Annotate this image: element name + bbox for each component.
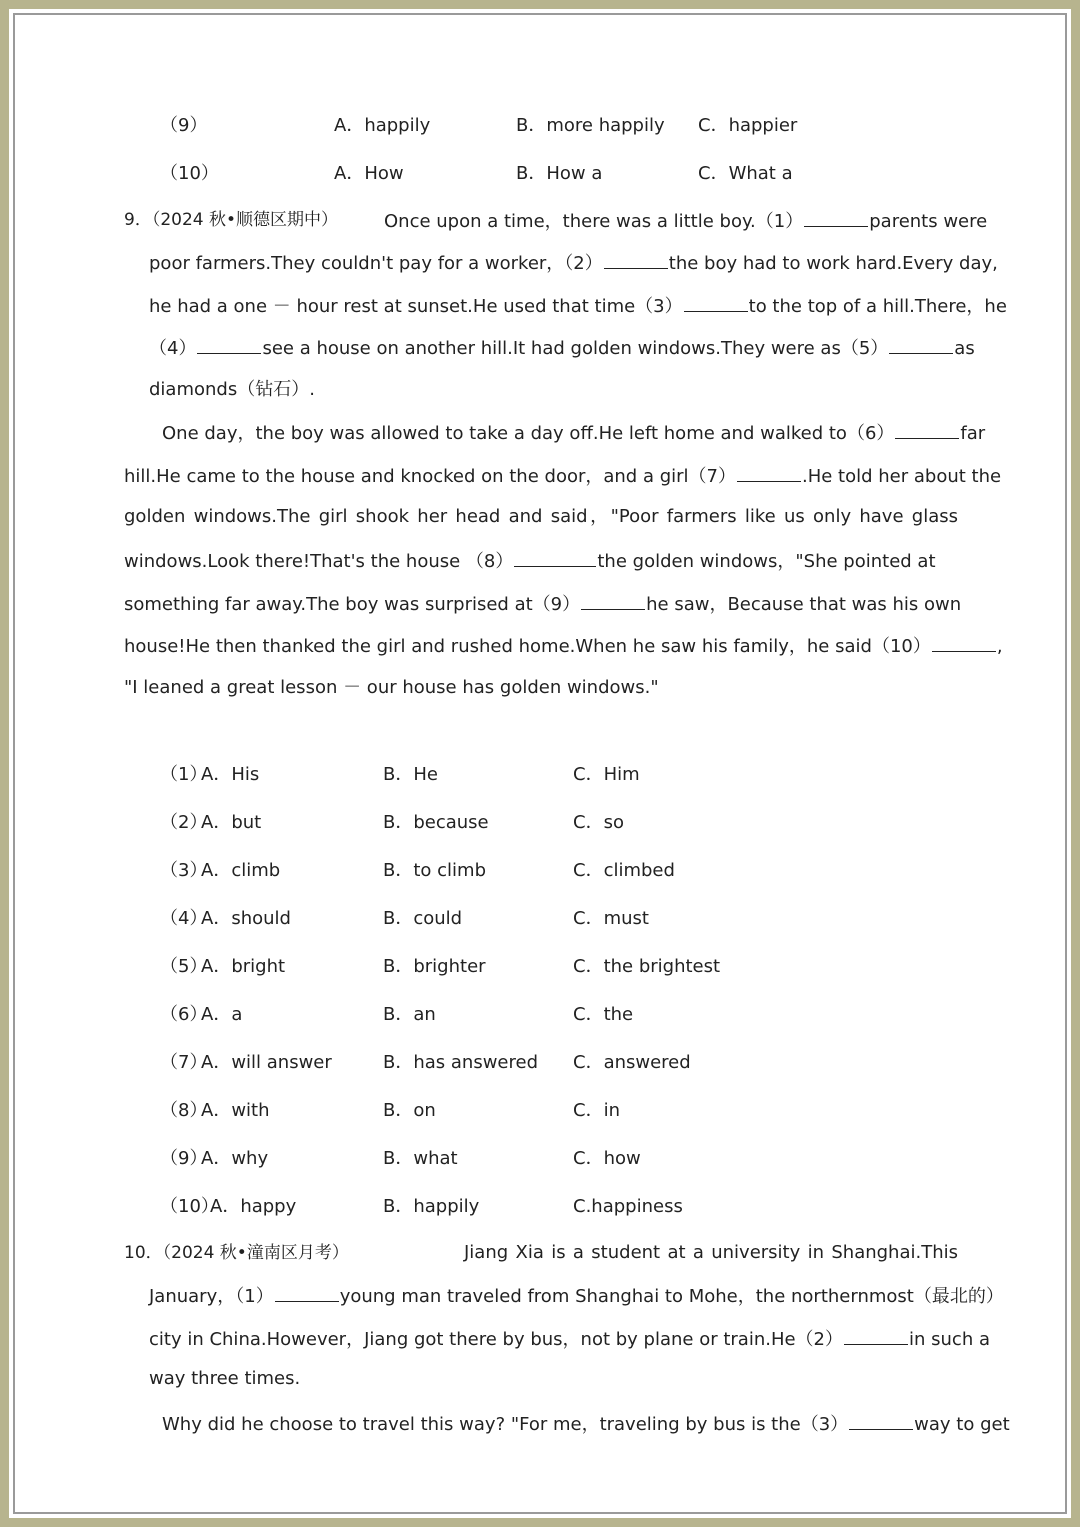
option-b: B．happily — [383, 1196, 480, 1217]
option-number: （8） — [160, 1100, 208, 1121]
option-number: （1） — [160, 764, 208, 785]
option-a: A．should — [201, 908, 291, 929]
answer-blank[interactable] — [737, 463, 801, 482]
option-number: （2） — [160, 812, 208, 833]
answer-blank[interactable] — [844, 1326, 908, 1345]
option-number: （10） — [160, 163, 219, 184]
q10-header: 10．（2024 秋•潼南区月考） — [124, 1243, 349, 1263]
option-a: A．happily — [334, 115, 431, 136]
q9-p2-line-4: windows.Look there!That's the house （8） the golden windows，"She pointed at — [124, 548, 936, 574]
q9-p2-line-6: house!He then thanked the girl and rushed home.When he saw his family，he said（10） , — [124, 633, 1003, 659]
option-number: （9） — [160, 115, 208, 136]
option-b: B．more happily — [516, 115, 665, 136]
answer-blank[interactable] — [604, 250, 668, 269]
q9-p2-line-5: something far away.The boy was surprised at（9） he saw，Because that was his own — [124, 591, 961, 617]
option-a: A．with — [201, 1100, 270, 1121]
option-a: A．climb — [201, 860, 281, 881]
option-a: A．His — [201, 764, 260, 785]
option-number: （6） — [160, 1004, 208, 1025]
q9-p2-line-2: hill.He came to the house and knocked on the door，and a girl（7） .He told her about the — [124, 463, 1001, 489]
answer-blank[interactable] — [932, 633, 996, 652]
answer-blank[interactable] — [889, 335, 953, 354]
option-b: B．could — [383, 908, 463, 929]
answer-blank[interactable] — [895, 420, 959, 439]
option-number: （7） — [160, 1052, 208, 1073]
option-b: B．to climb — [383, 860, 486, 881]
q9-line-2: poor farmers.They couldn't pay for a worker，（2） the boy had to work hard.Every day, — [149, 250, 965, 276]
option-c: C．the brightest — [573, 956, 721, 977]
q9-line-3: he had a one － hour rest at sunset.He used that time（3） to the top of a hill.There，he — [149, 293, 958, 319]
q9-p2-line-3: golden windows.The girl shook her head and said，"Poor farmers like us only have glass — [124, 506, 958, 527]
option-c: C．so — [573, 812, 624, 833]
option-a: A．will answer — [201, 1052, 332, 1073]
option-c: C.happiness — [573, 1196, 683, 1217]
q9-line-1: Once upon a time，there was a little boy.（1） parents were — [384, 208, 958, 234]
option-a: A．why — [201, 1148, 269, 1169]
option-b: B．because — [383, 812, 489, 833]
q10-line-2: January，（1） young man traveled from Shanghai to Mohe，the northernmost（最北的） — [149, 1283, 1004, 1309]
q9-header: 9．（2024 秋•顺德区期中） — [124, 210, 339, 230]
option-a: A．How — [334, 163, 404, 184]
option-c: C．must — [573, 908, 649, 929]
answer-blank[interactable] — [849, 1411, 913, 1430]
option-c: C．happier — [698, 115, 798, 136]
answer-blank[interactable] — [514, 548, 596, 567]
answer-blank[interactable] — [197, 335, 261, 354]
option-a: A．happy — [210, 1196, 297, 1217]
option-c: C．in — [573, 1100, 620, 1121]
answer-blank[interactable] — [275, 1283, 339, 1302]
option-number: （4） — [160, 908, 208, 929]
answer-blank[interactable] — [581, 591, 645, 610]
q10-line-1: Jiang Xia is a student at a university in Shanghai.This — [464, 1242, 958, 1263]
q9-p2-line-7: "I leaned a great lesson － our house has golden windows." — [124, 677, 659, 698]
option-b: B．what — [383, 1148, 458, 1169]
option-c: C．answered — [573, 1052, 691, 1073]
option-b: B．How a — [516, 163, 603, 184]
option-b: B．on — [383, 1100, 436, 1121]
option-number: （10） — [160, 1196, 219, 1217]
option-c: C．What a — [698, 163, 793, 184]
answer-blank[interactable] — [804, 208, 868, 227]
option-a: A．but — [201, 812, 262, 833]
option-number: （3） — [160, 860, 208, 881]
option-b: B．brighter — [383, 956, 486, 977]
q9-p2-line-1: One day，the boy was allowed to take a day off.He left home and walked to（6） far — [162, 420, 985, 446]
option-number: （5） — [160, 956, 208, 977]
q10-line-3: city in China.However，Jiang got there by bus，not by plane or train.He（2） in such a — [149, 1326, 990, 1352]
option-a: A．a — [201, 1004, 243, 1025]
option-c: C．how — [573, 1148, 641, 1169]
q9-line-4: （4） see a house on another hill.It had golden windows.They were as（5） as — [149, 335, 958, 361]
option-b: B．an — [383, 1004, 436, 1025]
option-c: C．the — [573, 1004, 634, 1025]
answer-blank[interactable] — [684, 293, 748, 312]
q10-line-4: way three times. — [149, 1368, 301, 1389]
q9-line-5: diamonds（钻石）. — [149, 379, 315, 400]
option-c: C．Him — [573, 764, 640, 785]
option-number: （9） — [160, 1148, 208, 1169]
q10-p2-line-1: Why did he choose to travel this way? "For me，traveling by bus is the（3） way to get — [162, 1411, 1010, 1437]
option-b: B．has answered — [383, 1052, 539, 1073]
option-b: B．He — [383, 764, 438, 785]
option-c: C．climbed — [573, 860, 675, 881]
option-a: A．bright — [201, 956, 286, 977]
